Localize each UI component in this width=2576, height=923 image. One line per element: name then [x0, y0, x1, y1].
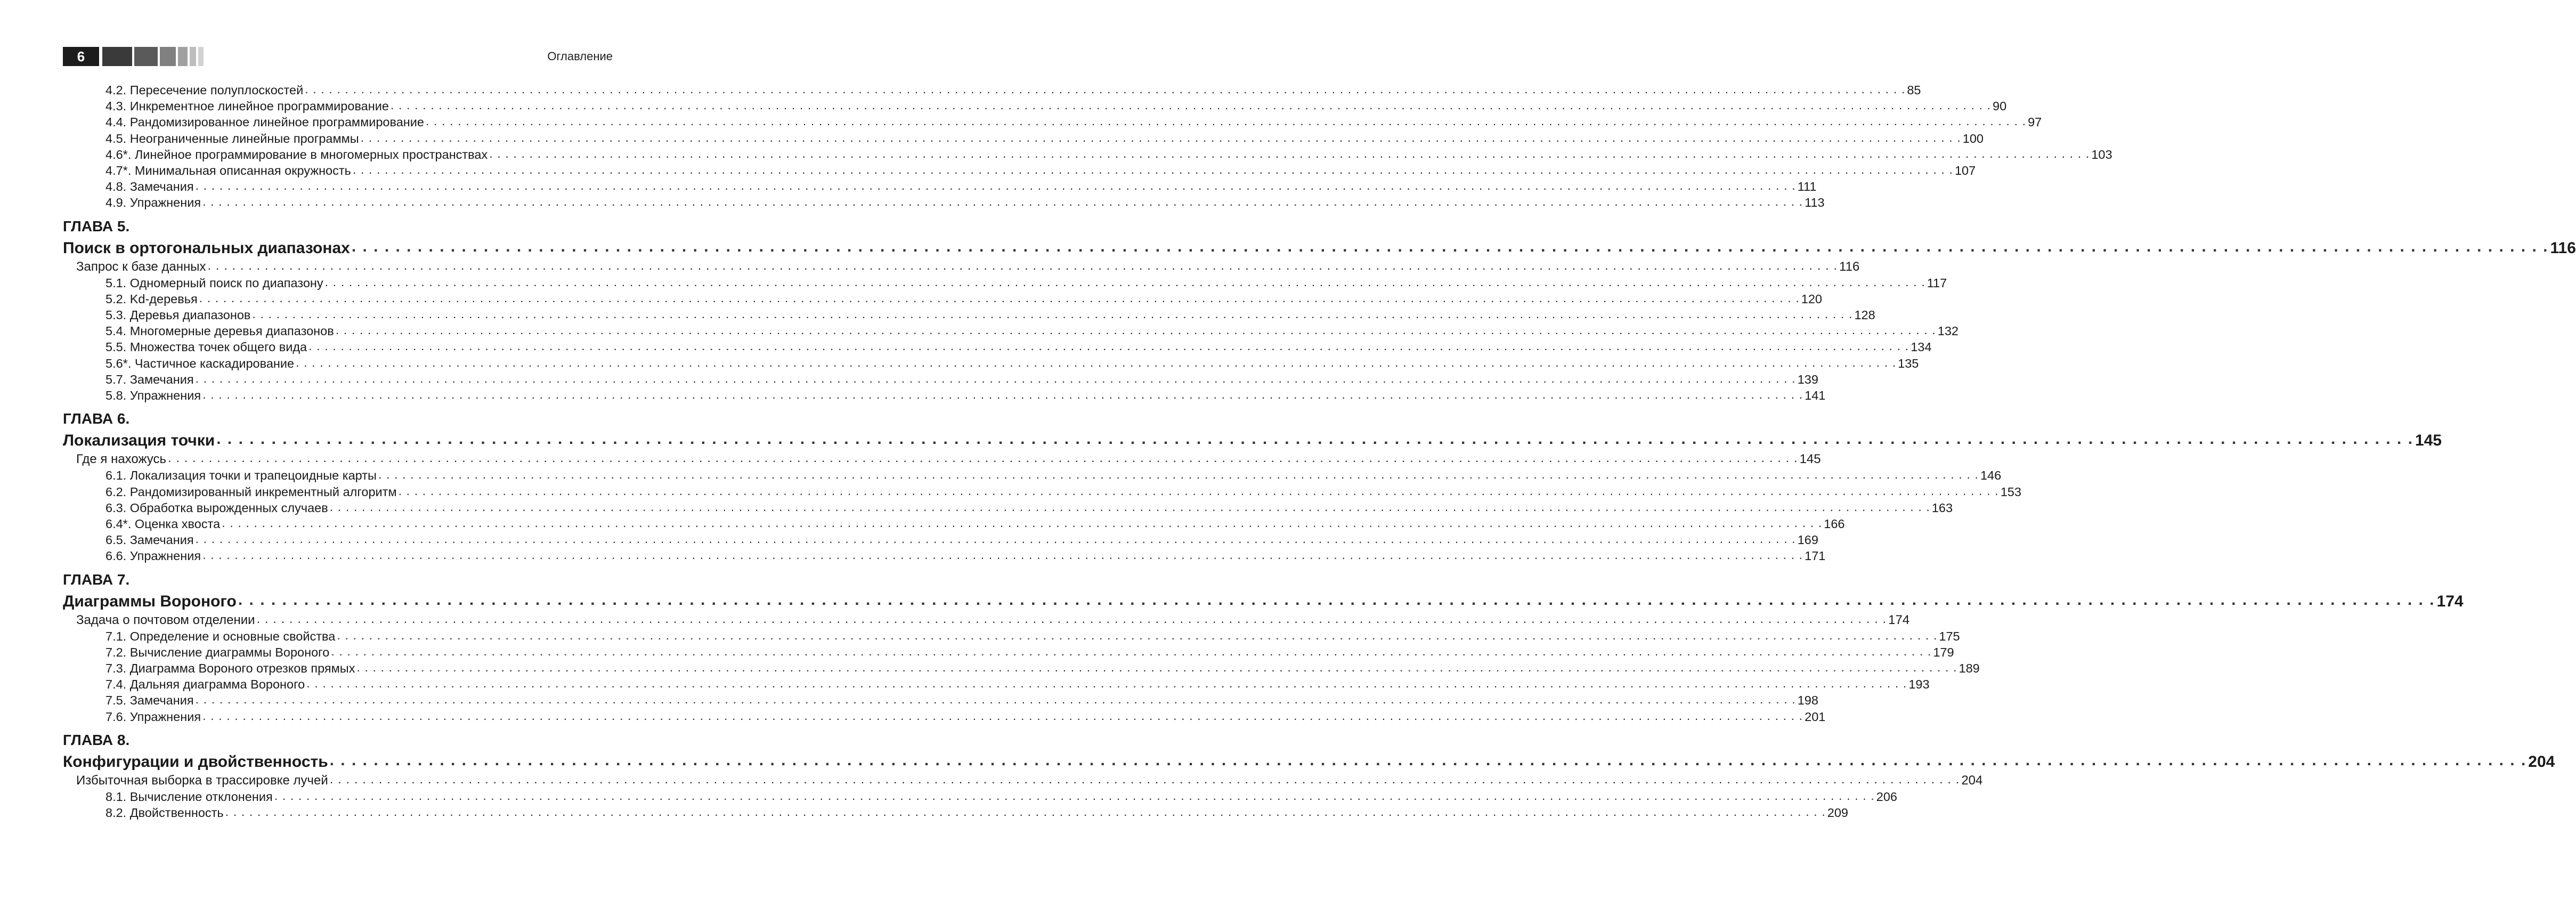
toc-section-entry[interactable] — [63, 146, 2112, 163]
dot-leader: . . . . . . . . . . . . . . . . . . . . . . . . . . . . . . . . . . . . . . . . . . . . . . . . . . . . . . . . . . . . . . . . . . . . . . . . . . . . . . . . . . . . . . . . . . . . . . . . . . . . . . . . . . . . . . . . . . . . . . . . . . . . . . . . . . . . . . . . . . . . . . . . . . . . . . . . . . . . . . . . . . . . . . . . . . . . . . . . . . . . . . . . . . . . . . . . . . . . . . . . — [329, 772, 1960, 787]
toc-intro-entry-title: Запрос к базе данных — [76, 259, 206, 274]
dot-leader: . . . . . . . . . . . . . . . . . . . . . . . . . . . . . . . . . . . . . . . . . . . . . . . . . . . . . . . . . . . . . . . . . . . . . . . . . . . . . . . . . . . . . . . . . . . . . . . . . . . . . . . . . . . . . . . . . . . . . . . . . . . . . . . . . . . . . . . . . . . . . . . . . . . . . . . . . . . . . . . . . . . . . . . . . . . . . . . . . . . . . . . . . . . . . . . . . . . . . . . . — [216, 430, 2414, 448]
toc-section-entry[interactable] — [63, 290, 1822, 307]
toc-section-entry[interactable] — [63, 692, 1818, 708]
toc-section-entry-title: 7.3. Диаграмма Вороного отрезков прямых — [105, 661, 355, 676]
toc-section-entry[interactable] — [63, 483, 2021, 500]
toc-section-entry-page: 117 — [1927, 276, 1947, 290]
toc-section-entry-title: 5.4. Многомерные деревья диапазонов — [105, 324, 334, 338]
toc-section-entry-title: 7.5. Замечания — [105, 693, 194, 708]
dot-leader: . . . . . . . . . . . . . . . . . . . . . . . . . . . . . . . . . . . . . . . . . . . . . . . . . . . . . . . . . . . . . . . . . . . . . . . . . . . . . . . . . . . . . . . . . . . . . . . . . . . . . . . . . . . . . . . . . . . . . . . . . . . . . . . . . . . . . . . . . . . . . . . . . . . . . . . . . . . . . . . . . . . . . . . . . . . . . . . . . . . . . . . . . . . . . . . . . . . . . . . . — [195, 532, 1796, 546]
dot-leader: . . . . . . . . . . . . . . . . . . . . . . . . . . . . . . . . . . . . . . . . . . . . . . . . . . . . . . . . . . . . . . . . . . . . . . . . . . . . . . . . . . . . . . . . . . . . . . . . . . . . . . . . . . . . . . . . . . . . . . . . . . . . . . . . . . . . . . . . . . . . . . . . . . . . . . . . . . . . . . . . . . . . . . . . . . . . . . . . . . . . . . . . . . . . . . . . . . . . . . . . — [378, 467, 1979, 482]
header-bar-segment — [178, 47, 188, 66]
toc-chapter-entry[interactable] — [63, 590, 2464, 612]
dot-leader: . . . . . . . . . . . . . . . . . . . . . . . . . . . . . . . . . . . . . . . . . . . . . . . . . . . . . . . . . . . . . . . . . . . . . . . . . . . . . . . . . . . . . . . . . . . . . . . . . . . . . . . . . . . . . . . . . . . . . . . . . . . . . . . . . . . . . . . . . . . . . . . . . . . . . . . . . . . . . . . . . . . . . . . . . . . . . . . . . . . . . . . . . . . . . . . . . . . . . . . . — [352, 162, 1953, 176]
toc-section-entry-title: 5.8. Упражнения — [105, 388, 201, 402]
dot-leader: . . . . . . . . . . . . . . . . . . . . . . . . . . . . . . . . . . . . . . . . . . . . . . . . . . . . . . . . . . . . . . . . . . . . . . . . . . . . . . . . . . . . . . . . . . . . . . . . . . . . . . . . . . . . . . . . . . . . . . . . . . . . . . . . . . . . . . . . . . . . . . . . . . . . . . . . . . . . . . . . . . . . . . . . . . . . . . . . . . . . . . . . . . . . . . . . . . . . . . . . — [296, 355, 1897, 369]
dot-leader: . . . . . . . . . . . . . . . . . . . . . . . . . . . . . . . . . . . . . . . . . . . . . . . . . . . . . . . . . . . . . . . . . . . . . . . . . . . . . . . . . . . . . . . . . . . . . . . . . . . . . . . . . . . . . . . . . . . . . . . . . . . . . . . . . . . . . . . . . . . . . . . . . . . . . . . . . . . . . . . . . . . . . . . . . . . . . . . . . . . . . . . . . . . . . . . . . . . . . . . . — [425, 114, 2027, 128]
page-number: 6 — [63, 47, 99, 66]
toc-section-entry-page: 201 — [1805, 709, 1826, 724]
toc-section-entry[interactable] — [63, 355, 1919, 371]
toc-section-entry-title: 4.8. Замечания — [105, 180, 194, 194]
toc-section-entry-page: 128 — [1854, 308, 1875, 322]
toc-section-entry-page: 139 — [1797, 372, 1818, 386]
toc-section-entry[interactable] — [63, 789, 1897, 805]
toc-section-entry-title: 4.4. Рандомизированное линейное программирование — [105, 115, 424, 129]
toc-section-entry-page: 171 — [1805, 549, 1826, 563]
toc-intro-entry[interactable] — [63, 258, 1860, 275]
dot-leader: . . . . . . . . . . . . . . . . . . . . . . . . . . . . . . . . . . . . . . . . . . . . . . . . . . . . . . . . . . . . . . . . . . . . . . . . . . . . . . . . . . . . . . . . . . . . . . . . . . . . . . . . . . . . . . . . . . . . . . . . . . . . . . . . . . . . . . . . . . . . . . . . . . . . . . . . . . . . . . . . . . . . . . . . . . . . . . . . . . . . . . . . . . . . . . . . . . . . . . . . — [308, 339, 1909, 353]
toc-section-entry[interactable] — [63, 162, 1976, 179]
toc-section-entry[interactable] — [63, 179, 1817, 195]
dot-leader: . . . . . . . . . . . . . . . . . . . . . . . . . . . . . . . . . . . . . . . . . . . . . . . . . . . . . . . . . . . . . . . . . . . . . . . . . . . . . . . . . . . . . . . . . . . . . . . . . . . . . . . . . . . . . . . . . . . . . . . . . . . . . . . . . . . . . . . . . . . . . . . . . . . . . . . . . . . . . . . . . . . . . . . . . . . . . . . . . . . . . . . . . . . . . . . . . . . . . . . . — [195, 179, 1796, 193]
dot-leader: . . . . . . . . . . . . . . . . . . . . . . . . . . . . . . . . . . . . . . . . . . . . . . . . . . . . . . . . . . . . . . . . . . . . . . . . . . . . . . . . . . . . . . . . . . . . . . . . . . . . . . . . . . . . . . . . . . . . . . . . . . . . . . . . . . . . . . . . . . . . . . . . . . . . . . . . . . . . . . . . . . . . . . . . . . . . . . . . . . . . . . . . . . . . . . . . . . . . . . . . — [356, 660, 1957, 675]
toc-section-entry-page: 189 — [1959, 661, 1980, 676]
toc-section-entry[interactable] — [63, 371, 1818, 387]
toc-chapter-entry-page: 145 — [2415, 432, 2442, 450]
toc-section-entry-title: 6.6. Упражнения — [105, 549, 201, 563]
toc-section-entry-title: 7.2. Вычисление диаграммы Вороного — [105, 645, 330, 659]
toc-chapter-entry[interactable] — [63, 237, 2576, 259]
toc-section-entry-page: 100 — [1962, 131, 1984, 145]
toc-section-entry[interactable] — [63, 708, 1826, 725]
toc-intro-entry-page: 174 — [1888, 612, 1910, 627]
dot-leader: . . . . . . . . . . . . . . . . . . . . . . . . . . . . . . . . . . . . . . . . . . . . . . . . . . . . . . . . . . . . . . . . . . . . . . . . . . . . . . . . . . . . . . . . . . . . . . . . . . . . . . . . . . . . . . . . . . . . . . . . . . . . . . . . . . . . . . . . . . . . . . . . . . . . . . . . . . . . . . . . . . . . . . . . . . . . . . . . . . . . . . . . . . . . . . . . . . . . . . . . — [360, 130, 1961, 144]
dot-leader: . . . . . . . . . . . . . . . . . . . . . . . . . . . . . . . . . . . . . . . . . . . . . . . . . . . . . . . . . . . . . . . . . . . . . . . . . . . . . . . . . . . . . . . . . . . . . . . . . . . . . . . . . . . . . . . . . . . . . . . . . . . . . . . . . . . . . . . . . . . . . . . . . . . . . . . . . . . . . . . . . . . . . . . . . . . . . . . . . . . . . . . . . . . . . . . . . . . . . . . . — [331, 644, 1932, 658]
toc-section-entry[interactable] — [63, 82, 1921, 98]
dot-leader: . . . . . . . . . . . . . . . . . . . . . . . . . . . . . . . . . . . . . . . . . . . . . . . . . . . . . . . . . . . . . . . . . . . . . . . . . . . . . . . . . . . . . . . . . . . . . . . . . . . . . . . . . . . . . . . . . . . . . . . . . . . . . . . . . . . . . . . . . . . . . . . . . . . . . . . . . . . . . . . . . . . . . . . . . . . . . . . . . . . . . . . . . . . . . . . . . . . . . . . . — [202, 708, 1803, 723]
toc-intro-entry-page: 116 — [1839, 259, 1860, 274]
toc-section-entry-page: 166 — [1824, 516, 1845, 531]
toc-chapter-entry-title: Диаграммы Вороного — [63, 592, 237, 610]
header-bar-segment — [134, 47, 158, 66]
dot-leader: . . . . . . . . . . . . . . . . . . . . . . . . . . . . . . . . . . . . . . . . . . . . . . . . . . . . . . . . . . . . . . . . . . . . . . . . . . . . . . . . . . . . . . . . . . . . . . . . . . . . . . . . . . . . . . . . . . . . . . . . . . . . . . . . . . . . . . . . . . . . . . . . . . . . . . . . . . . . . . . . . . . . . . . . . . . . . . . . . . . . . . . . . . . . . . . . . . . . . . . . — [199, 290, 1800, 305]
chapter-label: ГЛАВА 6. — [63, 410, 130, 427]
toc-section-entry-page: 141 — [1805, 388, 1826, 402]
toc-section-entry-page: 135 — [1898, 356, 1919, 370]
dot-leader: . . . . . . . . . . . . . . . . . . . . . . . . . . . . . . . . . . . . . . . . . . . . . . . . . . . . . . . . . . . . . . . . . . . . . . . . . . . . . . . . . . . . . . . . . . . . . . . . . . . . . . . . . . . . . . . . . . . . . . . . . . . . . . . . . . . . . . . . . . . . . . . . . . . . . . . . . . . . . . . . . . . . . . . . . . . . . . . . . . . . . . . . . . . . . . . . . . . . . . . . — [195, 371, 1796, 385]
toc-section-entry[interactable] — [63, 195, 1825, 210]
toc-section-entry-page: 153 — [2000, 484, 2021, 499]
toc-intro-entry[interactable] — [63, 451, 1821, 467]
toc-section-entry-page: 206 — [1876, 790, 1897, 804]
toc-section-entry-title: 6.2. Рандомизированный инкрементный алгоритм — [105, 484, 397, 499]
header-bar-segment — [190, 47, 196, 66]
toc-section-entry-title: 4.3. Инкрементное линейное программирование — [105, 99, 389, 114]
toc-section-entry-page: 113 — [1805, 196, 1825, 210]
toc-section-entry[interactable] — [63, 805, 1848, 821]
toc-section-entry-title: 5.7. Замечания — [105, 372, 194, 386]
toc-section-entry-page: 85 — [1907, 83, 1921, 97]
toc-section-entry[interactable] — [63, 339, 1932, 355]
toc-section-entry-title: 8.1. Вычисление отклонения — [105, 790, 273, 804]
toc-intro-entry-page: 145 — [1799, 452, 1821, 467]
toc-section-entry-title: 5.6*. Частичное каскадирование — [105, 356, 295, 370]
toc-section-entry-title: 7.1. Определение и основные свойства — [105, 629, 336, 643]
toc-section-entry[interactable] — [63, 274, 1947, 291]
toc-section-entry-page: 193 — [1908, 677, 1930, 692]
toc-section-entry[interactable] — [63, 676, 1930, 692]
toc-section-entry-title: 5.1. Одномерный поиск по диапазону — [105, 276, 323, 290]
toc-section-entry-page: 90 — [1993, 99, 2007, 114]
dot-leader: . . . . . . . . . . . . . . . . . . . . . . . . . . . . . . . . . . . . . . . . . . . . . . . . . . . . . . . . . . . . . . . . . . . . . . . . . . . . . . . . . . . . . . . . . . . . . . . . . . . . . . . . . . . . . . . . . . . . . . . . . . . . . . . . . . . . . . . . . . . . . . . . . . . . . . . . . . . . . . . . . . . . . . . . . . . . . . . . . . . . . . . . . . . . . . . . . . . . . . . . — [324, 274, 1925, 289]
dot-leader: . . . . . . . . . . . . . . . . . . . . . . . . . . . . . . . . . . . . . . . . . . . . . . . . . . . . . . . . . . . . . . . . . . . . . . . . . . . . . . . . . . . . . . . . . . . . . . . . . . . . . . . . . . . . . . . . . . . . . . . . . . . . . . . . . . . . . . . . . . . . . . . . . . . . . . . . . . . . . . . . . . . . . . . . . . . . . . . . . . . . . . . . . . . . . . . . . . . . . . . . — [256, 611, 1887, 626]
dot-leader: . . . . . . . . . . . . . . . . . . . . . . . . . . . . . . . . . . . . . . . . . . . . . . . . . . . . . . . . . . . . . . . . . . . . . . . . . . . . . . . . . . . . . . . . . . . . . . . . . . . . . . . . . . . . . . . . . . . . . . . . . . . . . . . . . . . . . . . . . . . . . . . . . . . . . . . . . . . . . . . . . . . . . . . . . . . . . . . . . . . . . . . . . . . . . . . . . . . . . . . . — [225, 805, 1826, 819]
dot-leader: . . . . . . . . . . . . . . . . . . . . . . . . . . . . . . . . . . . . . . . . . . . . . . . . . . . . . . . . . . . . . . . . . . . . . . . . . . . . . . . . . . . . . . . . . . . . . . . . . . . . . . . . . . . . . . . . . . . . . . . . . . . . . . . . . . . . . . . . . . . . . . . . . . . . . . . . . . . . . . . . . . . . . . . . . . . . . . . . . . . . . . . . . . . . . . . . . . . . . . . . — [252, 307, 1853, 321]
toc-intro-entry[interactable] — [63, 772, 1983, 789]
toc-section-entry-title: 6.4*. Оценка хвоста — [105, 516, 221, 531]
header-bar-segment — [198, 47, 204, 66]
toc-section-entry-title: 4.9. Упражнения — [105, 196, 201, 210]
dot-leader: . . . . . . . . . . . . . . . . . . . . . . . . . . . . . . . . . . . . . . . . . . . . . . . . . . . . . . . . . . . . . . . . . . . . . . . . . . . . . . . . . . . . . . . . . . . . . . . . . . . . . . . . . . . . . . . . . . . . . . . . . . . . . . . . . . . . . . . . . . . . . . . . . . . . . . . . . . . . . . . . . . . . . . . . . . . . . . . . . . . . . . . . . . . . . . . . . . . . . . . . — [238, 590, 2435, 609]
toc-section-entry[interactable] — [63, 130, 1984, 147]
toc-section-entry-page: 169 — [1797, 533, 1818, 547]
table-of-contents — [63, 82, 2576, 821]
dot-leader: . . . . . . . . . . . . . . . . . . . . . . . . . . . . . . . . . . . . . . . . . . . . . . . . . . . . . . . . . . . . . . . . . . . . . . . . . . . . . . . . . . . . . . . . . . . . . . . . . . . . . . . . . . . . . . . . . . . . . . . . . . . . . . . . . . . . . . . . . . . . . . . . . . . . . . . . . . . . . . . . . . . . . . . . . . . . . . . . . . . . . . . . . . . . . . . . . . . . . . . . — [202, 387, 1803, 401]
toc-section-entry[interactable] — [63, 532, 1818, 548]
toc-section-entry-page: 134 — [1911, 340, 1932, 354]
toc-section-entry-page: 179 — [1933, 645, 1954, 659]
dot-leader: . . . . . . . . . . . . . . . . . . . . . . . . . . . . . . . . . . . . . . . . . . . . . . . . . . . . . . . . . . . . . . . . . . . . . . . . . . . . . . . . . . . . . . . . . . . . . . . . . . . . . . . . . . . . . . . . . . . . . . . . . . . . . . . . . . . . . . . . . . . . . . . . . . . . . . . . . . . . . . . . . . . . . . . . . . . . . . . . . . . . . . . . . . . . . . . . . . . . . . . . — [202, 548, 1803, 562]
toc-section-entry-page: 198 — [1797, 693, 1818, 708]
toc-section-entry[interactable] — [63, 98, 2007, 114]
toc-section-entry-page: 132 — [1937, 324, 1959, 338]
toc-section-entry[interactable] — [63, 114, 2042, 130]
toc-section-entry-title: 7.6. Упражнения — [105, 709, 201, 724]
toc-section-entry-page: 103 — [2091, 147, 2112, 161]
toc-section-entry-title: 7.4. Дальняя диаграмма Вороного — [105, 677, 305, 692]
toc-section-entry[interactable] — [63, 499, 1953, 516]
toc-section-entry[interactable] — [63, 644, 1954, 660]
toc-intro-entry-title: Где я нахожусь — [76, 452, 167, 467]
toc-section-entry[interactable] — [63, 323, 1959, 339]
toc-section-entry-title: 6.5. Замечания — [105, 533, 194, 547]
dot-leader: . . . . . . . . . . . . . . . . . . . . . . . . . . . . . . . . . . . . . . . . . . . . . . . . . . . . . . . . . . . . . . . . . . . . . . . . . . . . . . . . . . . . . . . . . . . . . . . . . . . . . . . . . . . . . . . . . . . . . . . . . . . . . . . . . . . . . . . . . . . . . . . . . . . . . . . . . . . . . . . . . . . . . . . . . . . . . . . . . . . . . . . . . . . . . . . . . . . . . . . . — [337, 628, 1938, 642]
toc-chapter-entry[interactable] — [63, 751, 2555, 773]
toc-section-entry-page: 107 — [1954, 163, 1976, 177]
toc-section-entry-title: 5.3. Деревья диапазонов — [105, 308, 251, 322]
toc-intro-entry-title: Избыточная выборка в трассировке лучей — [76, 773, 328, 788]
toc-section-entry-title: 4.7*. Минимальная описанная окружность — [105, 163, 351, 177]
dot-leader: . . . . . . . . . . . . . . . . . . . . . . . . . . . . . . . . . . . . . . . . . . . . . . . . . . . . . . . . . . . . . . . . . . . . . . . . . . . . . . . . . . . . . . . . . . . . . . . . . . . . . . . . . . . . . . . . . . . . . . . . . . . . . . . . . . . . . . . . . . . . . . . . . . . . . . . . . . . . . . . . . . . . . . . . . . . . . . . . . . . . . . . . . . . . . . . . . . . . . . . . — [274, 789, 1875, 803]
toc-section-entry[interactable] — [63, 387, 1826, 403]
toc-chapter-entry-title: Конфигурации и двойственность — [63, 752, 328, 771]
dot-leader: . . . . . . . . . . . . . . . . . . . . . . . . . . . . . . . . . . . . . . . . . . . . . . . . . . . . . . . . . . . . . . . . . . . . . . . . . . . . . . . . . . . . . . . . . . . . . . . . . . . . . . . . . . . . . . . . . . . . . . . . . . . . . . . . . . . . . . . . . . . . . . . . . . . . . . . . . . . . . . . . . . . . . . . . . . . . . . . . . . . . . . . . . . . . . . . . . . . . . . . . — [222, 515, 1823, 530]
toc-chapter-entry-page: 116 — [2550, 239, 2576, 257]
dot-leader: . . . . . . . . . . . . . . . . . . . . . . . . . . . . . . . . . . . . . . . . . . . . . . . . . . . . . . . . . . . . . . . . . . . . . . . . . . . . . . . . . . . . . . . . . . . . . . . . . . . . . . . . . . . . . . . . . . . . . . . . . . . . . . . . . . . . . . . . . . . . . . . . . . . . . . . . . . . . . . . . . . . . . . . . . . . . . . . . . . . . . . . . . . . . . . . . . . . . . . . . — [195, 692, 1796, 707]
toc-section-entry-title: 4.5. Неограниченные линейные программы — [105, 131, 359, 145]
toc-section-entry-page: 111 — [1797, 180, 1817, 194]
toc-section-entry-title: 6.3. Обработка вырожденных случаев — [105, 500, 328, 515]
toc-section-entry[interactable] — [63, 548, 1826, 564]
toc-section-entry-title: 4.6*. Линейное программирование в многомерных пространствах — [105, 147, 488, 161]
dot-leader: . . . . . . . . . . . . . . . . . . . . . . . . . . . . . . . . . . . . . . . . . . . . . . . . . . . . . . . . . . . . . . . . . . . . . . . . . . . . . . . . . . . . . . . . . . . . . . . . . . . . . . . . . . . . . . . . . . . . . . . . . . . . . . . . . . . . . . . . . . . . . . . . . . . . . . . . . . . . . . . . . . . . . . . . . . . . . . . . . . . . . . . . . . . . . . . . . . . . . . . . — [306, 676, 1907, 691]
dot-leader: . . . . . . . . . . . . . . . . . . . . . . . . . . . . . . . . . . . . . . . . . . . . . . . . . . . . . . . . . . . . . . . . . . . . . . . . . . . . . . . . . . . . . . . . . . . . . . . . . . . . . . . . . . . . . . . . . . . . . . . . . . . . . . . . . . . . . . . . . . . . . . . . . . . . . . . . . . . . . . . . . . . . . . . . . . . . . . . . . . . . . . . . . . . . . . . . . . . . . . . . — [335, 323, 1936, 337]
toc-section-entry-title: 8.2. Двойственность — [105, 806, 224, 820]
dot-leader: . . . . . . . . . . . . . . . . . . . . . . . . . . . . . . . . . . . . . . . . . . . . . . . . . . . . . . . . . . . . . . . . . . . . . . . . . . . . . . . . . . . . . . . . . . . . . . . . . . . . . . . . . . . . . . . . . . . . . . . . . . . . . . . . . . . . . . . . . . . . . . . . . . . . . . . . . . . . . . . . . . . . . . . . . . . . . . . . . . . . . . . . . . . . . . . . . . . . . . . . — [202, 195, 1803, 209]
toc-section-entry[interactable] — [63, 660, 1980, 676]
toc-section-entry-page: 97 — [2028, 115, 2042, 129]
toc-section-entry[interactable] — [63, 628, 1960, 644]
chapter-label: ГЛАВА 5. — [63, 217, 130, 234]
toc-section-entry-title: 5.5. Множества точек общего вида — [105, 340, 307, 354]
toc-section-entry-page: 209 — [1827, 806, 1848, 820]
dot-leader: . . . . . . . . . . . . . . . . . . . . . . . . . . . . . . . . . . . . . . . . . . . . . . . . . . . . . . . . . . . . . . . . . . . . . . . . . . . . . . . . . . . . . . . . . . . . . . . . . . . . . . . . . . . . . . . . . . . . . . . . . . . . . . . . . . . . . . . . . . . . . . . . . . . . . . . . . . . . . . . . . . . . . . . . . . . . . . . . . . . . . . . . . . . . . . . . . . . . . . . . — [329, 751, 2527, 769]
toc-section-entry[interactable] — [63, 515, 1845, 532]
toc-section-entry[interactable] — [63, 307, 1875, 323]
dot-leader: . . . . . . . . . . . . . . . . . . . . . . . . . . . . . . . . . . . . . . . . . . . . . . . . . . . . . . . . . . . . . . . . . . . . . . . . . . . . . . . . . . . . . . . . . . . . . . . . . . . . . . . . . . . . . . . . . . . . . . . . . . . . . . . . . . . . . . . . . . . . . . . . . . . . . . . . . . . . . . . . . . . . . . . . . . . . . . . . . . . . . . . . . . . . . . . . . . . . . . . . — [168, 451, 1798, 466]
toc-chapter-entry-title: Поиск в ортогональных диапазонах — [63, 239, 350, 257]
chapter-label: ГЛАВА 8. — [63, 731, 130, 748]
page-header — [63, 47, 613, 66]
toc-section-entry-title: 6.1. Локализация точки и трапецоидные карты — [105, 468, 377, 483]
toc-intro-entry-page: 204 — [1961, 773, 1983, 788]
dot-leader: . . . . . . . . . . . . . . . . . . . . . . . . . . . . . . . . . . . . . . . . . . . . . . . . . . . . . . . . . . . . . . . . . . . . . . . . . . . . . . . . . . . . . . . . . . . . . . . . . . . . . . . . . . . . . . . . . . . . . . . . . . . . . . . . . . . . . . . . . . . . . . . . . . . . . . . . . . . . . . . . . . . . . . . . . . . . . . . . . . . . . . . . . . . . . . . . . . . . . . . . — [489, 146, 2090, 160]
toc-chapter-entry[interactable] — [63, 430, 2442, 451]
dot-leader: . . . . . . . . . . . . . . . . . . . . . . . . . . . . . . . . . . . . . . . . . . . . . . . . . . . . . . . . . . . . . . . . . . . . . . . . . . . . . . . . . . . . . . . . . . . . . . . . . . . . . . . . . . . . . . . . . . . . . . . . . . . . . . . . . . . . . . . . . . . . . . . . . . . . . . . . . . . . . . . . . . . . . . . . . . . . . . . . . . . . . . . . . . . . . . . . . . . . . . . . — [390, 98, 1991, 112]
dot-leader: . . . . . . . . . . . . . . . . . . . . . . . . . . . . . . . . . . . . . . . . . . . . . . . . . . . . . . . . . . . . . . . . . . . . . . . . . . . . . . . . . . . . . . . . . . . . . . . . . . . . . . . . . . . . . . . . . . . . . . . . . . . . . . . . . . . . . . . . . . . . . . . . . . . . . . . . . . . . . . . . . . . . . . . . . . . . . . . . . . . . . . . . . . . . . . . . . . . . . . . . — [329, 499, 1930, 514]
toc-section-entry[interactable] — [63, 467, 2002, 483]
toc-section-entry-title: 4.2. Пересечение полуплоскостей — [105, 83, 304, 97]
toc-intro-entry[interactable] — [63, 611, 1910, 628]
toc-section-entry-page: 146 — [1980, 468, 2002, 483]
toc-chapter-entry-page: 174 — [2436, 592, 2464, 610]
dot-leader: . . . . . . . . . . . . . . . . . . . . . . . . . . . . . . . . . . . . . . . . . . . . . . . . . . . . . . . . . . . . . . . . . . . . . . . . . . . . . . . . . . . . . . . . . . . . . . . . . . . . . . . . . . . . . . . . . . . . . . . . . . . . . . . . . . . . . . . . . . . . . . . . . . . . . . . . . . . . . . . . . . . . . . . . . . . . . . . . . . . . . . . . . . . . . . . . . . . . . . . . — [305, 82, 1906, 96]
toc-chapter-entry-page: 204 — [2528, 752, 2555, 771]
toc-section-entry-title: 5.2. Kd-деревья — [105, 292, 198, 306]
header-bar-segment — [102, 47, 132, 66]
chapter-label: ГЛАВА 7. — [63, 571, 130, 588]
toc-section-entry-page: 120 — [1801, 292, 1822, 306]
dot-leader: . . . . . . . . . . . . . . . . . . . . . . . . . . . . . . . . . . . . . . . . . . . . . . . . . . . . . . . . . . . . . . . . . . . . . . . . . . . . . . . . . . . . . . . . . . . . . . . . . . . . . . . . . . . . . . . . . . . . . . . . . . . . . . . . . . . . . . . . . . . . . . . . . . . . . . . . . . . . . . . . . . . . . . . . . . . . . . . . . . . . . . . . . . . . . . . . . . . . . . . . — [351, 237, 2549, 255]
dot-leader: . . . . . . . . . . . . . . . . . . . . . . . . . . . . . . . . . . . . . . . . . . . . . . . . . . . . . . . . . . . . . . . . . . . . . . . . . . . . . . . . . . . . . . . . . . . . . . . . . . . . . . . . . . . . . . . . . . . . . . . . . . . . . . . . . . . . . . . . . . . . . . . . . . . . . . . . . . . . . . . . . . . . . . . . . . . . . . . . . . . . . . . . . . . . . . . . . . . . . . . . — [398, 483, 1999, 498]
dot-leader: . . . . . . . . . . . . . . . . . . . . . . . . . . . . . . . . . . . . . . . . . . . . . . . . . . . . . . . . . . . . . . . . . . . . . . . . . . . . . . . . . . . . . . . . . . . . . . . . . . . . . . . . . . . . . . . . . . . . . . . . . . . . . . . . . . . . . . . . . . . . . . . . . . . . . . . . . . . . . . . . . . . . . . . . . . . . . . . . . . . . . . . . . . . . . . . . . . . . . . . . — [207, 258, 1838, 273]
header-bar-segment — [160, 47, 176, 66]
toc-intro-entry-title: Задача о почтовом отделении — [76, 612, 255, 627]
toc-section-entry-page: 163 — [1931, 500, 1953, 515]
running-title: Оглавление — [547, 50, 613, 63]
toc-chapter-entry-title: Локализация точки — [63, 432, 215, 450]
toc-section-entry-page: 175 — [1939, 629, 1960, 643]
